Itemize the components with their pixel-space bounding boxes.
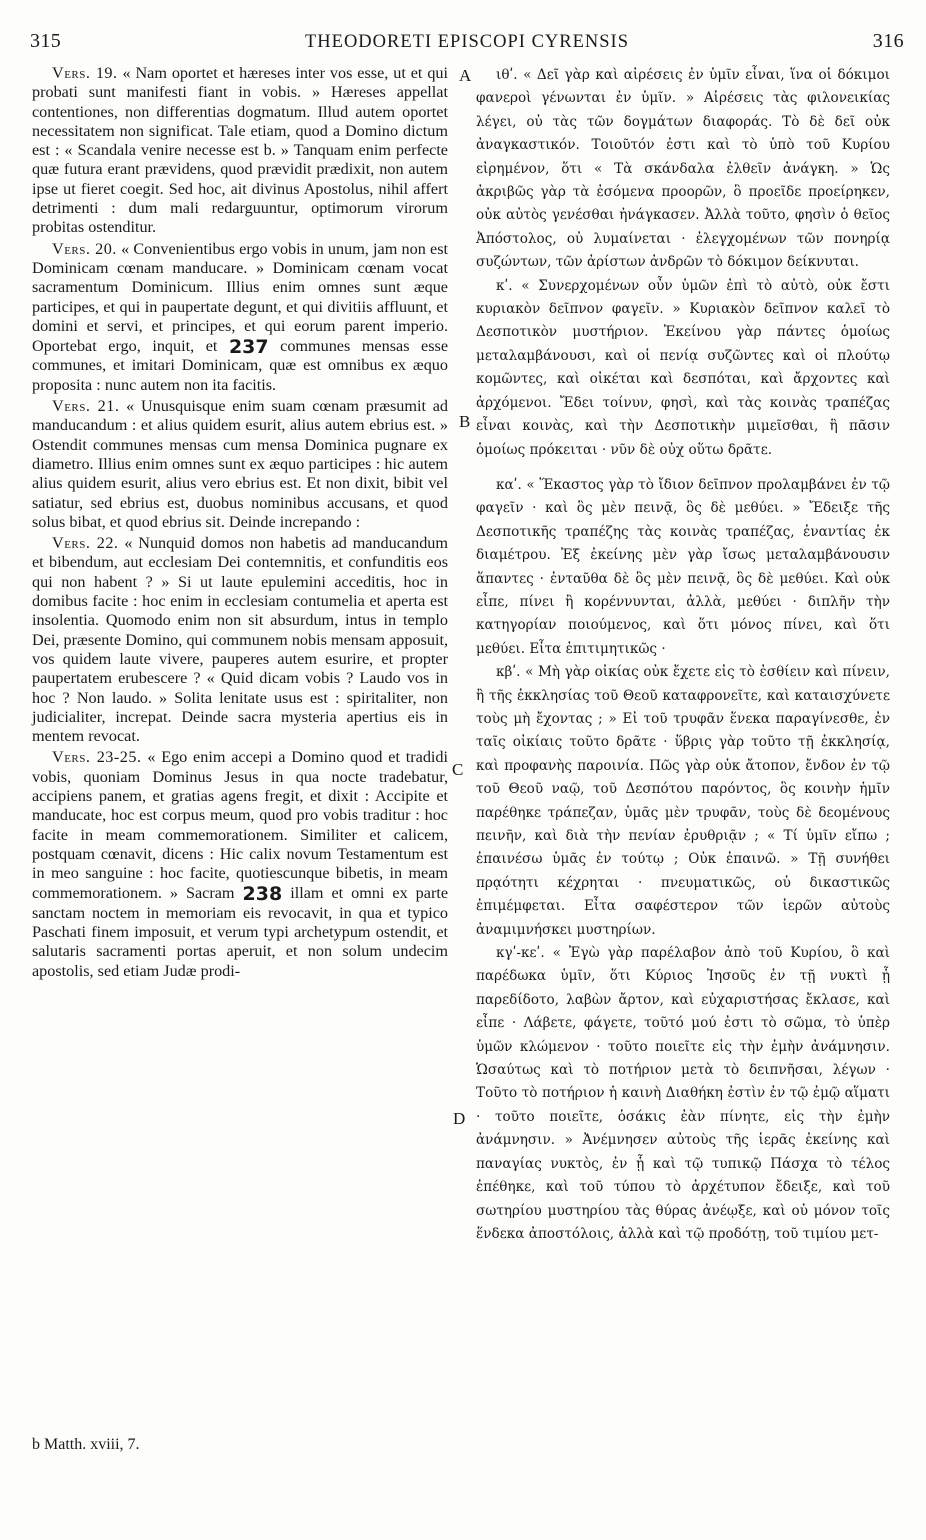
verse-label: Vers. 19. <box>52 64 118 82</box>
greek-verse-20: κʹ. « Συνερχομένων οὖν ὑμῶν ἐπὶ τὸ αὐτὸ, οὐκ ἔστι κυριακὸν δεῖπνον φαγεῖν. » Κυριακὸν δεῖπνον καλεῖ τὸ Δεσποτικὸν μυστήριον. Ἐκείνου γὰρ πάντες ὁμοίως μεταλαμβάνουσι, καὶ οἱ πενίᾳ συζῶντες καὶ οἱ πλούτῳ κομῶντες, καὶ οἰκέται καὶ δεσπόται, καὶ ἄρχοντες καὶ ἀρχόμενοι. Ἔδει τοίνυν, φησὶ, καὶ τὰς κοινὰς τραπέζας εἶναι κοινὰς, καὶ τὴν Δεσποτικὴν μιμεῖσθαι, ἣ πᾶσιν ὁμοίως πρόκειται · νῦν δὲ οὐχ οὕτω δρᾶτε. <box>476 277 890 458</box>
verse-text-cont: illam et omni ex parte sanctam noctem in memoriam eis revocavit, in qua et typico Paschati finem imposuit, et verum typi archetypum ostendit, et salutaris sacramenti portas aperuit, et non solum undecim apostolis, sed etiam Judæ prodi- <box>32 884 449 980</box>
verse-text: « Nunquid domos non habetis ad manducandum et bibendum, aut ecclesiam Dei contemnitis, et confunditis eos qui non habent ? » Si ut laute epulemini acceditis, hoc in domibus facite : hoc enim in ecclesiam contumelia et aperta est insolentia. Quomodo enim non sit absurdum, intus in templo Dei, præsente Domino, qui communem nobis mensam apposuit, vos quidem laute vivere, pauperes autem esurire, et propter paupertatem erubescere ? « Quid dicam vobis ? Laudo vos in hoc ? Non laudo. » Solita lenitate usus est : spiritaliter, non judicialiter, increpat. Deinde sacra mysteria apertius eis in mentem revocat. <box>32 534 448 746</box>
margin-letter-a: A <box>459 66 472 85</box>
verse-text-cont: communes mensas esse communes, et imitari Dominicam, quæ est omnibus ex æquo proposita : nunc autem non ita facitis. <box>32 337 449 394</box>
latin-verse-21 <box>32 397 448 532</box>
verse-text: « Nam oportet et hæreses inter vos esse, ut et qui probati sunt manifesti fiant in vobis. » Hæreses appellat contentiones, non differentias dogmatum. Illud autem oportet necessitatem non significat. Tale etiam, quod a Domino dictum est : « Scandala venire necesse est b. » Tanquam enim perfecte quæ futura erant prævidens, quod prævidit prædixit, non autem ipse ut fieret coegit. Sed hoc, ait divinus Apostolus, nihil affert detrimenti : dum mali redarguuntur, optimorum virorum probitas ostenditur. <box>32 64 448 237</box>
verse-text: « Ego enim accepi a Domino quod et tradidi vobis, quoniam Dominus Jesus in qua nocte tradebatur, accipiens panem, et gratias agens fregit, et dixit : Accipite et manducate, hoc est corpus meum, quod pro vobis traditur : hoc facite in meam commemorationem. Similiter et calicem, postquam cœnavit, dicens : Hic calix novum Testamentum est in meo sanguine : hoc facite, quotiescunque bibetis, in meam commemorationem. » Sacram <box>32 748 448 903</box>
latin-verse-20 <box>32 240 448 395</box>
edition-page-marker: 237 <box>228 336 269 359</box>
latin-verse-23-25 <box>32 748 448 981</box>
edition-page-marker: 238 <box>242 883 283 906</box>
greek-column <box>476 64 890 1246</box>
page-number-left: 315 <box>30 30 62 52</box>
page-title: THEODORETI EPISCOPI CYRENSIS <box>304 32 630 52</box>
greek-verse-19: ιθʹ. « Δεῖ γὰρ καὶ αἱρέσεις ἐν ὑμῖν εἶναι, ἵνα οἱ δόκιμοι φανεροὶ γένωνται ἐν ὑμῖν. » Αἱρέσεις τὰς φιλονεικίας λέγει, οὐ τὰς τῶν δογμάτων διαφοράς. Τὸ δὲ δεῖ οὐκ ἀναγκαστικόν. Τοιοῦτόν ἐστι καὶ τὸ ὑπὸ τοῦ Κυρίου εἰρημένον, ὅτι « Τὰ σκάνδαλα ἐλθεῖν ἀνάγκη. » Ὡς ἀκριβῶς γὰρ τὰ ἐσόμενα προορῶν, ὃ προεῖδε προείρηκεν, οὐκ αὐτὸς γενέσθαι ἠνάγκασεν. Ἀλλὰ τοῦτο, φησὶν ὁ θεῖος Ἀπόστολος, οὐ λυμαίνεται · ἐλεγχομένων τῶν πονηρίᾳ συζώντων, τῶν ἀρίστων ἀνδρῶν τὸ δόκιμον δείκνυται. <box>476 67 890 271</box>
page-number-right: 316 <box>872 30 904 52</box>
verse-label: Vers. 21. <box>52 397 120 416</box>
margin-letter-b: B <box>459 412 471 431</box>
verse-label: Vers. 22. <box>52 534 119 553</box>
verse-text: « Unusquisque enim suam cœnam præsumit ad manducandum : et alius quidem esurit, alius autem ebrius est. » Ostendit communes mensas cum mensa Dominica pugnare ex diametro. Illius enim omnes sunt ex æquo participes : hic autem alius quidem esurit, alius vero ebrius est. Et non dixit, bibit vel satiatur, sed ebrius est, duobus nominibus accusans, et quod solus bibat, et quod ebrius sit. Deinde increpando : <box>32 397 449 531</box>
verse-text: « Convenientibus ergo vobis in unum, jam non est Dominicam cœnam manducare. » Dominicam cœnam vocat sacramentum Dominicum. Illius enim omnes sunt æque participes, et qui in paupertate degunt, et qui divitiis affluunt, et domini et servi, et principes, et qui eorum parent imperio. Oportebat ergo, inquit, et <box>32 239 448 356</box>
footnote: b Matth. xviii, 7. <box>32 1436 140 1453</box>
margin-letter-c: C <box>452 760 464 779</box>
greek-verse-23-25: κγʹ-κεʹ. « Ἐγὼ γὰρ παρέλαβον ἀπὸ τοῦ Κυρίου, ὃ καὶ παρέδωκα ὑμῖν, ὅτι Κύριος Ἰησοῦς ἐν τῇ νυκτὶ ᾗ παρεδίδοτο, λαβὼν ἄρτον, καὶ εὐχαριστήσας ἔκλασε, καὶ εἶπε · Λάβετε, φάγετε, τοῦτό μού ἐστι τὸ σῶμα, τὸ ὑπὲρ ὑμῶν κλώμενον · τοῦτο ποιεῖτε εἰς τὴν ἐμὴν ἀνάμνησιν. Ὡσαύτως καὶ τὸ ποτήριον μετὰ τὸ δειπνῆσαι, λέγων · Τοῦτο τὸ ποτήριον ἡ καινὴ Διαθήκη ἐστὶν ἐν τῷ ἐμῷ αἵματι · τοῦτο ποιεῖτε, ὁσάκις ἐὰν πίνητε, εἰς τὴν ἐμὴν ἀνάμνησιν. » Ἀνέμνησεν αὐτοὺς τῆς ἱερᾶς ἐκείνης καὶ παναγίας νυκτὸς, ἐν ᾗ καὶ τῷ τυπικῷ Πάσχα τὸ τέλος ἐπέθηκε, καὶ τοῦ τύπου τὸ ἀρχέτυπον ἔδειξε, καὶ τοῦ σωτηρίου μυστηρίου τὰς θύρας ἀνέῳξε, καὶ οὐ μόνον τοῖς ἕνδεκα ἀποστόλοις, ἀλλὰ καὶ τῷ προδότῃ, τοῦ τιμίου μετ- <box>476 945 890 1242</box>
latin-column <box>32 64 448 981</box>
greek-verse-21: καʹ. « Ἕκαστος γὰρ τὸ ἴδιον δεῖπνον προλαμβάνει ἐν τῷ φαγεῖν · καὶ ὃς μὲν πεινᾷ, ὃς δὲ μεθύει. » Ἔδειξε τῆς Δεσποτικῆς τραπέζης τὰς κοινὰς τραπέζας, ἐναντίας ἐκ διαμέτρου. Ἐξ ἐκείνης μὲν γὰρ ἴσως μεταλαμβάνουσιν ἅπαντες · ἐνταῦθα δὲ ὃς μὲν πεινᾷ, ὃς δὲ μεθύει. Καὶ οὐκ εἶπε, πίνει ἢ κορέννυνται, ἀλλὰ, μεθύει · διπλῆν τὴν κατηγορίαν ποιούμενος, καὶ ὅτι μόνος πίνει, καὶ ὅτι μεθύει. Εἶτα ἐπιτιμητικῶς · <box>476 476 890 657</box>
greek-verse-22: κβʹ. « Μὴ γὰρ οἰκίας οὐκ ἔχετε εἰς τὸ ἐσθίειν καὶ πίνειν, ἢ τῆς ἐκκλησίας τοῦ Θεοῦ καταφρονεῖτε, καὶ καταισχύνετε τοὺς μὴ ἔχοντας ; » Εἰ τοῦ τρυφᾶν ἕνεκα παραγίνεσθε, ἐν ταῖς οἰκίαις τοῦτο δρᾶτε · ὕβρις γὰρ τοῦτο τῇ ἐκκλησίᾳ, καὶ προφανὴς παροινία. Πῶς γὰρ οὐκ ἄτοπον, ἔνδον ἐν τῷ τοῦ Θεοῦ ναῷ, τοῦ Δεσπότου παρόντος, ὃς κοινὴν ἡμῖν παρέθηκε τράπεζαν, ὑμᾶς μὲν τρυφᾶν, τοὺς δὲ δεομένους πεινῆν, καὶ διὰ τὴν πενίαν ἐρυθριᾷν ; « Τί ὑμῖν εἴπω ; ἐπαινέσω ὑμᾶς ἐν τούτῳ ; Οὐκ ἐπαινῶ. » Τῇ συνήθει πρᾳότητι κέχρηται · πνευματικῶς, οὐ δικαστικῶς ἐπιμέμφεται. Εἶτα σαφέστερον τῶν ἱερῶν αὐτοὺς ἀναμιμνήσκει μυστηρίων. <box>476 664 890 938</box>
running-head <box>30 30 904 60</box>
latin-verse-22 <box>32 534 448 746</box>
verse-label: Vers. 23-25. <box>52 748 142 767</box>
verse-label: Vers. 20. <box>52 239 117 258</box>
latin-verse-19 <box>32 64 448 238</box>
margin-letter-d: D <box>453 1109 466 1128</box>
